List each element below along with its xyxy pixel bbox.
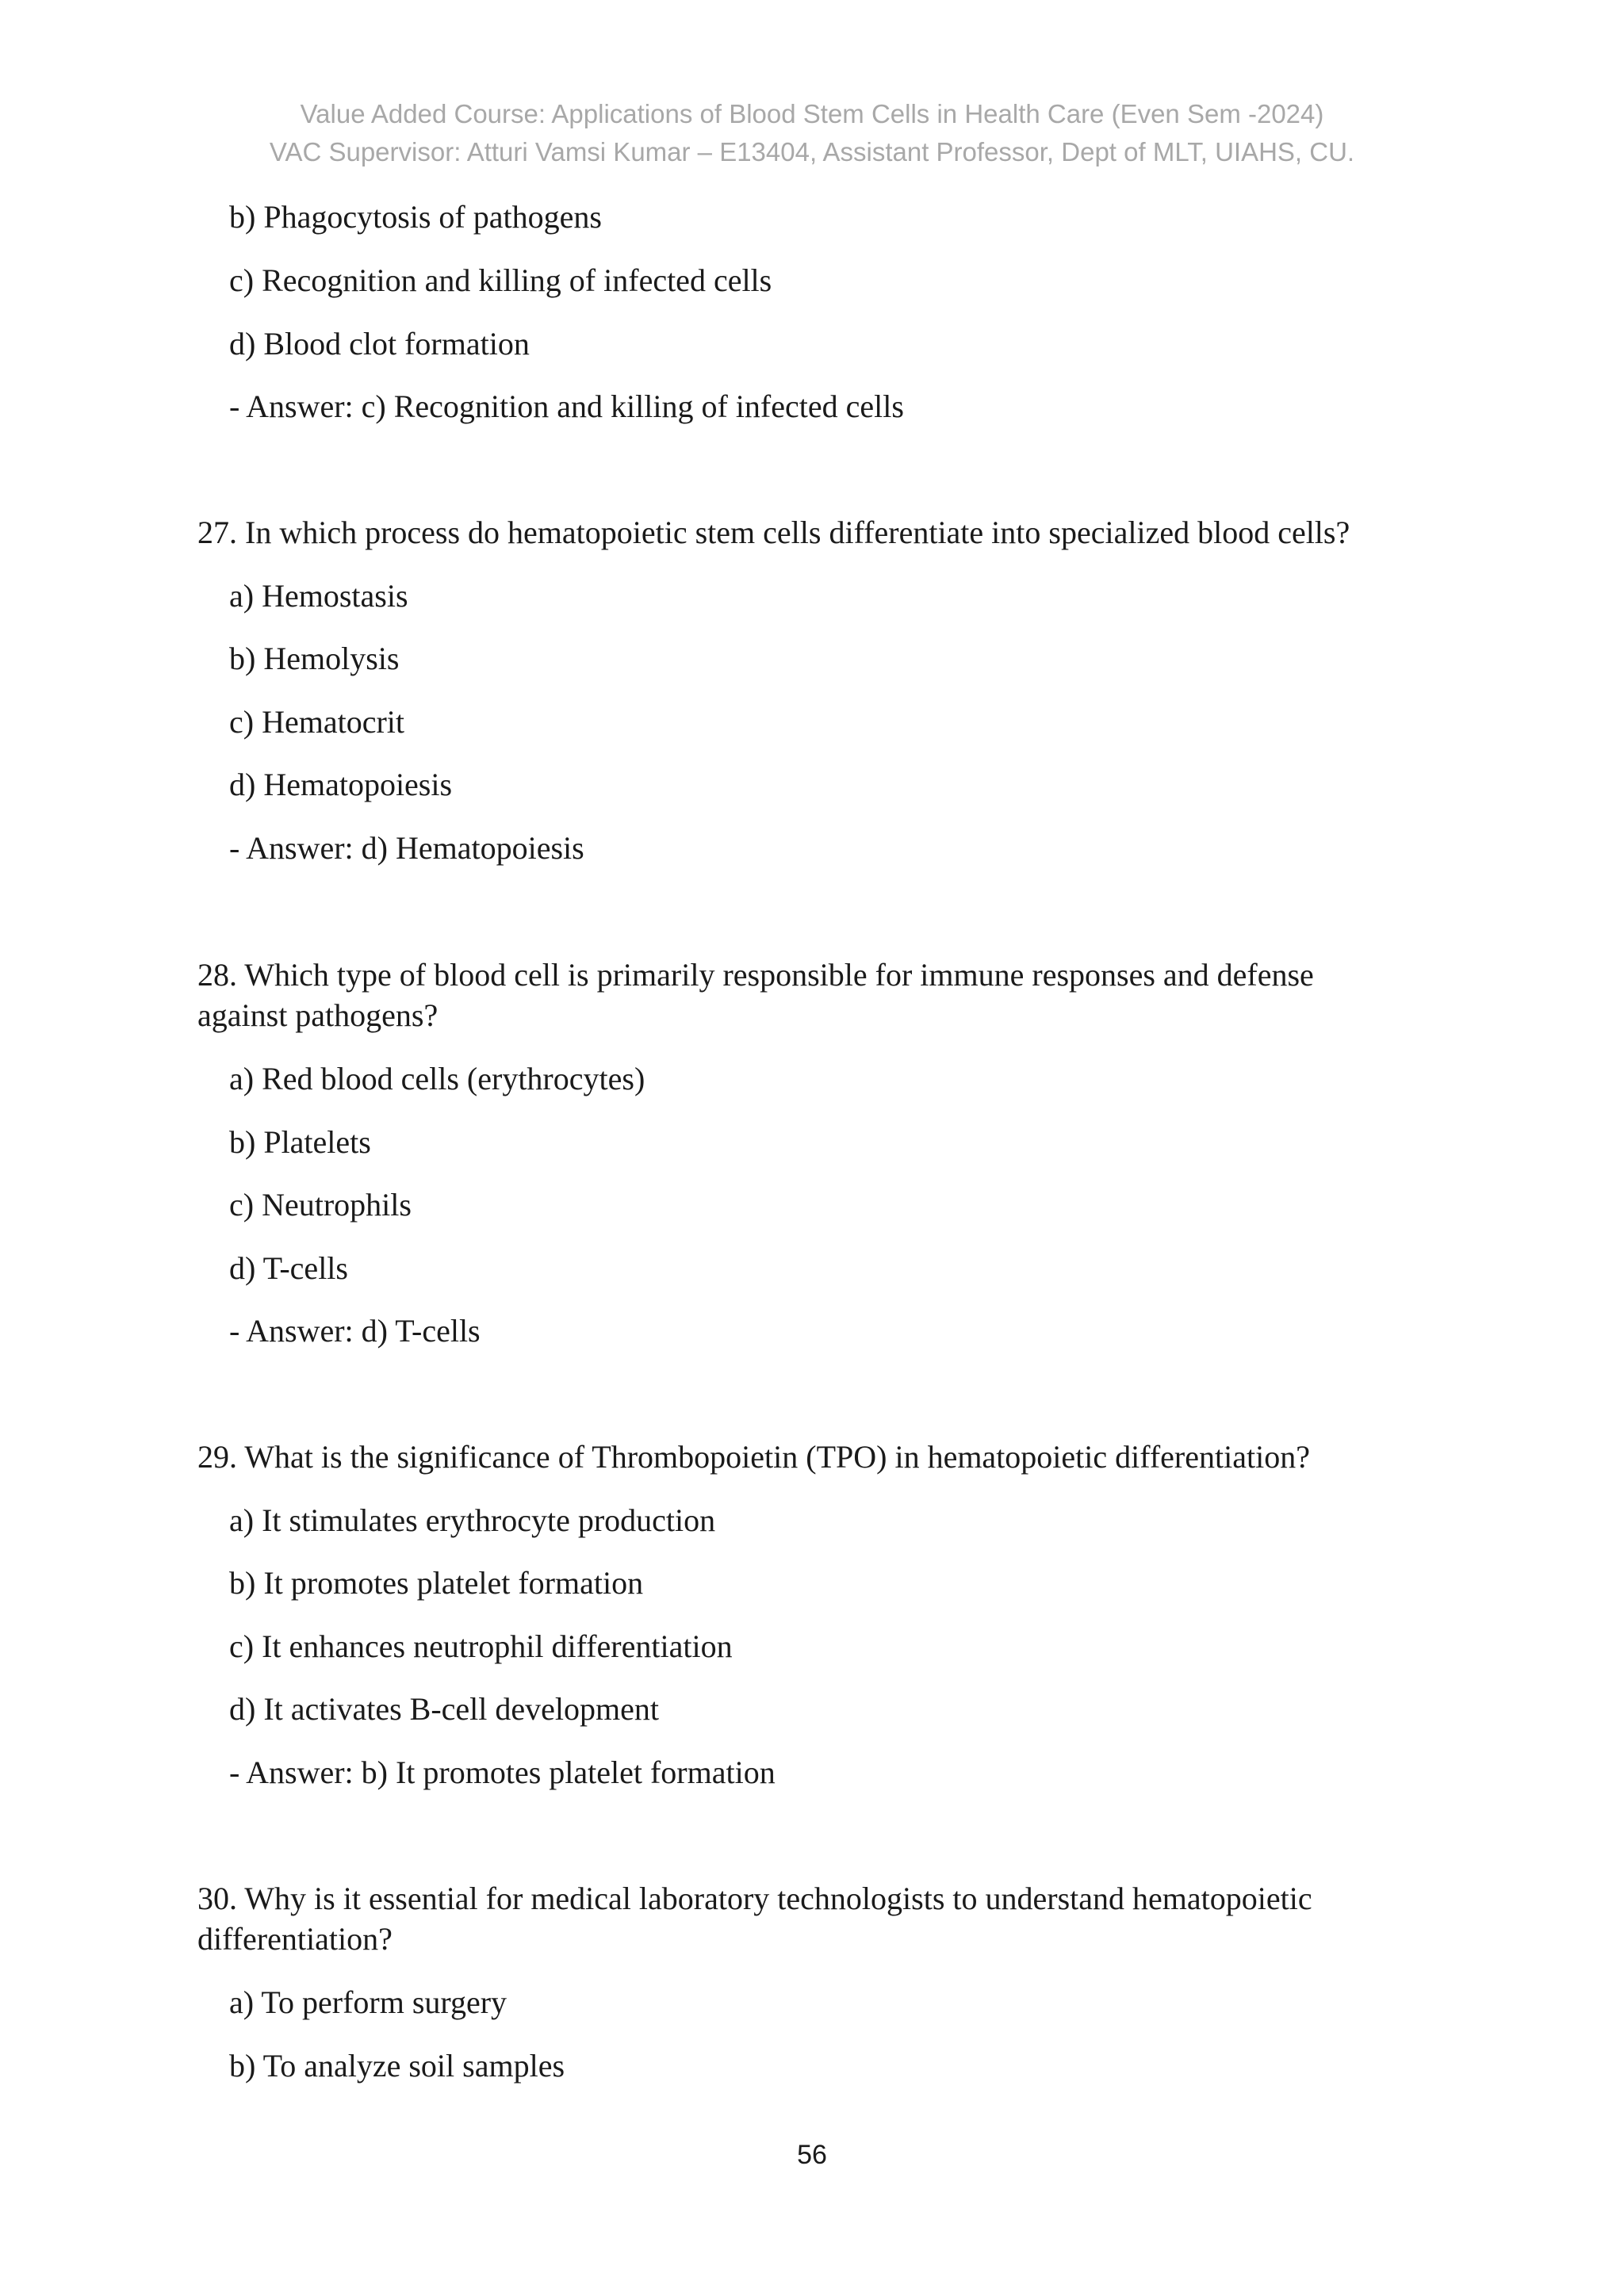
q28-option-b: b) Platelets: [229, 1124, 371, 1160]
page-number: 56: [797, 2140, 827, 2170]
q26-option-c: c) Recognition and killing of infected cells: [229, 262, 772, 298]
q29-option-c: c) It enhances neutrophil differentiation: [229, 1628, 733, 1664]
q28-question-line1: 28. Which type of blood cell is primarily responsible for immune responses and defense: [197, 957, 1314, 993]
q28-answer: - Answer: d) T-cells: [229, 1313, 481, 1349]
q29-option-a: a) It stimulates erythrocyte production: [229, 1502, 716, 1538]
header-course-title: Value Added Course: Applications of Blood Stem Cells in Health Care (Even Sem -2024): [300, 99, 1324, 128]
q29-question: 29. What is the significance of Thrombopoietin (TPO) in hematopoietic differentiation?: [197, 1439, 1310, 1475]
q28-option-a: a) Red blood cells (erythrocytes): [229, 1061, 645, 1096]
q28-question-line2: against pathogens?: [197, 997, 439, 1033]
q27-option-a: a) Hemostasis: [229, 578, 408, 614]
q26-option-d: d) Blood clot formation: [229, 326, 530, 362]
q27-answer: - Answer: d) Hematopoiesis: [229, 830, 584, 866]
q30-question-line2: differentiation?: [197, 1921, 393, 1957]
q26-answer: - Answer: c) Recognition and killing of infected cells: [229, 388, 904, 424]
q29-answer: - Answer: b) It promotes platelet formation: [229, 1755, 776, 1790]
q30-option-b: b) To analyze soil samples: [229, 2048, 565, 2084]
q27-option-d: d) Hematopoiesis: [229, 767, 453, 802]
q26-option-b: b) Phagocytosis of pathogens: [229, 199, 602, 235]
q30-option-a: a) To perform surgery: [229, 1984, 508, 2020]
q30-question-line1: 30. Why is it essential for medical laboratory technologists to understand hematopoietic: [197, 1881, 1312, 1916]
q29-option-d: d) It activates B-cell development: [229, 1691, 660, 1727]
q27-option-b: b) Hemolysis: [229, 641, 400, 676]
header-supervisor: VAC Supervisor: Atturi Vamsi Kumar – E13404, Assistant Professor, Dept of MLT, UIAHS, CU.: [269, 137, 1355, 166]
q27-question: 27. In which process do hematopoietic stem cells differentiate into specialized blood cells?: [197, 515, 1350, 550]
q28-option-d: d) T-cells: [229, 1250, 348, 1286]
q28-option-c: c) Neutrophils: [229, 1187, 412, 1223]
page-header: [0, 95, 1624, 171]
q29-option-b: b) It promotes platelet formation: [229, 1565, 644, 1601]
q27-option-c: c) Hematocrit: [229, 704, 404, 740]
